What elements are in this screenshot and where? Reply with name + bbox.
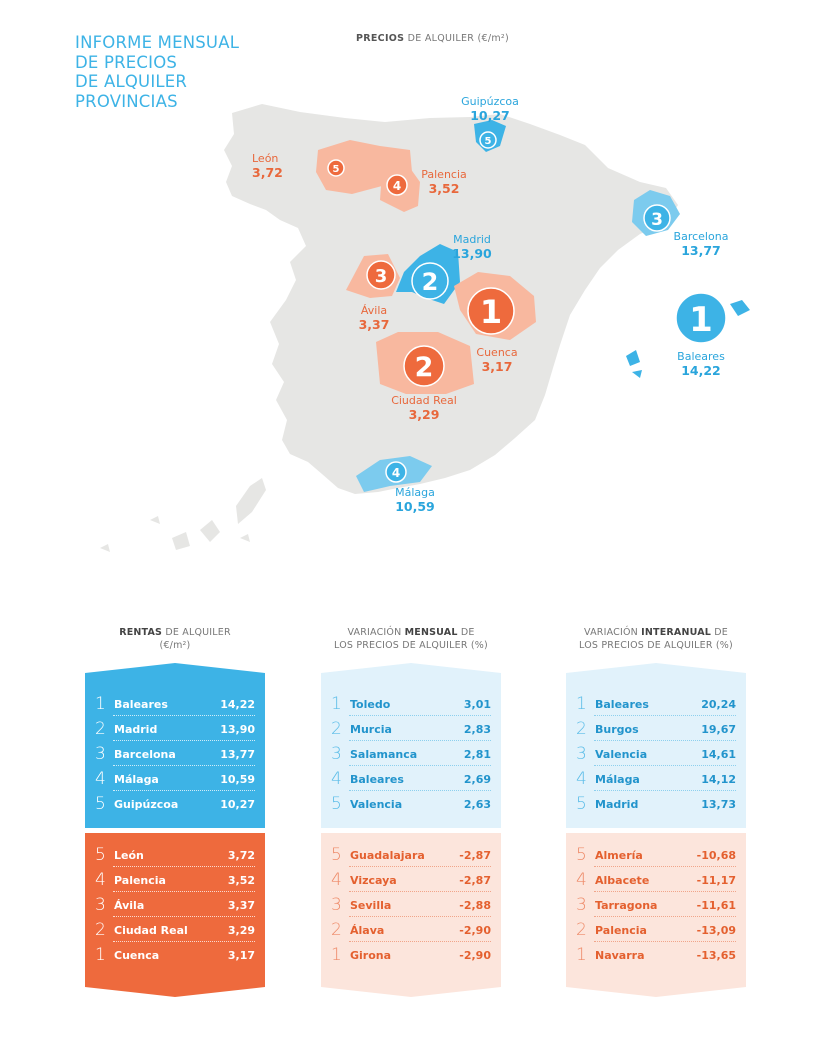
table-row [85, 918, 265, 943]
province-name: Guipúzcoa [114, 798, 179, 811]
value: -2,87 [459, 849, 491, 862]
value: 3,52 [227, 874, 255, 887]
rank: 1 [95, 945, 106, 965]
mensual-bottom-list [321, 843, 501, 968]
value: 13,77 [220, 748, 255, 761]
badge-text: 5 [484, 136, 492, 147]
table-row [566, 893, 746, 918]
heading-pre: VARIACIÓN [347, 627, 405, 638]
province-name: Baleares [350, 773, 404, 786]
label-value: 14,22 [681, 363, 721, 378]
province-name: Baleares [114, 698, 168, 711]
rank: 1 [576, 694, 587, 714]
province-name: Sevilla [350, 899, 392, 912]
value: 14,12 [701, 773, 736, 786]
province-name: Valencia [350, 798, 403, 811]
label-name: Ávila [360, 304, 388, 317]
label-value: 13,90 [452, 246, 492, 261]
rank: 4 [95, 870, 106, 890]
interanual-bottom-list [566, 843, 746, 968]
province-name: Madrid [595, 798, 639, 811]
province-name: Vizcaya [350, 874, 397, 887]
title-line: DE ALQUILER [75, 72, 188, 91]
badge-text: 3 [374, 266, 388, 287]
badge-text: 4 [392, 179, 402, 193]
rank: 2 [331, 920, 342, 940]
table-row [85, 843, 265, 868]
rank: 5 [331, 845, 342, 865]
badge-text: 1 [689, 300, 713, 340]
heading-line2: LOS PRECIOS DE ALQUILER (%) [579, 640, 733, 651]
province-name: Baleares [595, 698, 649, 711]
province-name: Madrid [114, 723, 158, 736]
rank: 1 [331, 694, 342, 714]
rank: 4 [95, 769, 106, 789]
rank: 4 [576, 769, 587, 789]
rank: 1 [95, 694, 106, 714]
table-row [85, 717, 265, 742]
badge-text: 3 [651, 210, 663, 230]
label-value: 10,59 [395, 499, 435, 514]
label-name: León [252, 152, 279, 165]
table-row [566, 943, 746, 968]
table-row [85, 943, 265, 968]
label-name: Ciudad Real [391, 394, 457, 407]
label-name: Madrid [453, 233, 491, 246]
rank: 2 [331, 719, 342, 739]
value: 3,29 [227, 924, 255, 937]
value: -2,87 [459, 874, 491, 887]
value: -11,17 [696, 874, 736, 887]
rank: 2 [576, 920, 587, 940]
value: 14,22 [220, 698, 255, 711]
value: 2,69 [463, 773, 491, 786]
province-name: Barcelona [114, 748, 176, 761]
table-row [85, 742, 265, 767]
mensual-top-list [321, 692, 501, 817]
rentas-bottom-list [85, 843, 265, 968]
province-name: Valencia [595, 748, 648, 761]
title-line: DE PRECIOS [75, 52, 178, 72]
value: 13,73 [701, 798, 736, 811]
province-name: Cuenca [114, 949, 160, 962]
value: -2,90 [459, 924, 491, 937]
value: 19,67 [701, 723, 736, 736]
table-row [566, 767, 746, 792]
rank: 2 [95, 920, 106, 940]
label-value: 3,17 [481, 359, 513, 374]
table-row [566, 918, 746, 943]
label-name: Guipúzcoa [461, 95, 519, 108]
province-name: Salamanca [350, 748, 418, 761]
table-row [85, 893, 265, 918]
value: -10,68 [696, 849, 736, 862]
table-row [566, 792, 746, 817]
table-row [85, 767, 265, 792]
value: 14,61 [701, 748, 736, 761]
rank: 1 [331, 945, 342, 965]
heading-bold: INTERANUAL [641, 627, 712, 638]
rank: 3 [576, 744, 587, 764]
value: 2,63 [463, 798, 491, 811]
table-row [321, 893, 501, 918]
rank: 2 [576, 719, 587, 739]
rank: 5 [95, 845, 106, 865]
rank: 2 [95, 719, 106, 739]
heading-line2: LOS PRECIOS DE ALQUILER (%) [334, 640, 488, 651]
title-line: INFORME MENSUAL [75, 33, 240, 52]
province-name: Málaga [114, 773, 159, 786]
value: 2,83 [463, 723, 491, 736]
table-row [85, 868, 265, 893]
heading-line2: (€/m²) [159, 640, 191, 651]
label-name: Baleares [677, 350, 725, 363]
province-name: Guadalajara [350, 849, 425, 862]
value: 10,27 [220, 798, 255, 811]
table-row [321, 792, 501, 817]
rank: 5 [576, 794, 587, 814]
rank: 5 [576, 845, 587, 865]
map-heading-rest: DE ALQUILER (€/m²) [404, 33, 510, 44]
table-row [566, 868, 746, 893]
province-name: Murcia [350, 723, 392, 736]
value: 3,01 [463, 698, 491, 711]
value: -2,90 [459, 949, 491, 962]
table-row [321, 742, 501, 767]
badge-text: 4 [391, 466, 401, 480]
title-line: PROVINCIAS [75, 91, 178, 111]
map-heading-bold: PRECIOS [356, 33, 405, 44]
province-name: Palencia [114, 874, 166, 887]
rank: 5 [95, 794, 106, 814]
label-name: Málaga [395, 486, 435, 499]
province-name: Málaga [595, 773, 640, 786]
heading-rest: DE ALQUILER [162, 627, 231, 638]
province-name: Palencia [595, 924, 647, 937]
rank: 4 [331, 870, 342, 890]
badge-text: 1 [479, 293, 503, 331]
province-name: León [114, 849, 144, 862]
rank: 3 [331, 895, 342, 915]
label-value: 10,27 [470, 108, 510, 123]
heading-post: DE [711, 627, 728, 638]
province-name: Ávila [114, 899, 145, 912]
table-row [321, 767, 501, 792]
province-name: Almería [595, 849, 643, 862]
table-row [321, 868, 501, 893]
badge-text: 2 [414, 352, 434, 383]
rank: 5 [331, 794, 342, 814]
table-row [321, 717, 501, 742]
heading-pre: VARIACIÓN [583, 627, 642, 638]
heading-bold: MENSUAL [404, 627, 458, 638]
heading-post: DE [457, 627, 475, 638]
badge-text: 2 [421, 268, 439, 296]
table-row [321, 943, 501, 968]
province-name: Navarra [595, 949, 645, 962]
rank: 3 [95, 744, 106, 764]
table-row [566, 717, 746, 742]
value: 3,17 [227, 949, 255, 962]
label-name: Palencia [421, 168, 467, 181]
badge-text: 5 [332, 164, 340, 175]
value: 10,59 [220, 773, 255, 786]
province-name: Toledo [350, 698, 391, 711]
interanual-top-list [566, 692, 746, 817]
table-row [321, 692, 501, 717]
value: -11,61 [696, 899, 736, 912]
table-row [566, 692, 746, 717]
value: 3,72 [227, 849, 255, 862]
value: -13,09 [696, 924, 736, 937]
heading-bold: RENTAS [119, 627, 163, 638]
province-name: Girona [350, 949, 392, 962]
province-name: Álava [350, 924, 385, 937]
rank: 4 [576, 870, 587, 890]
rank: 4 [331, 769, 342, 789]
table-row [321, 843, 501, 868]
value: 3,37 [227, 899, 255, 912]
label-name: Cuenca [476, 346, 518, 359]
rank: 3 [331, 744, 342, 764]
value: -2,88 [459, 899, 491, 912]
label-value: 13,77 [681, 243, 721, 258]
label-value: 3,52 [428, 181, 460, 196]
value: 2,81 [463, 748, 491, 761]
rentas-top-list [85, 692, 265, 817]
value: 20,24 [701, 698, 736, 711]
table-row [321, 918, 501, 943]
table-row [566, 742, 746, 767]
label-value: 3,29 [408, 407, 440, 422]
value: 13,90 [220, 723, 255, 736]
label-value: 3,37 [358, 317, 390, 332]
value: -13,65 [696, 949, 736, 962]
province-name: Burgos [595, 723, 639, 736]
rank: 3 [576, 895, 587, 915]
table-row [85, 692, 265, 717]
province-name: Albacete [595, 874, 650, 887]
table-row [566, 843, 746, 868]
label-name: Barcelona [673, 230, 729, 243]
province-name: Tarragona [595, 899, 658, 912]
province-name: Ciudad Real [114, 924, 188, 937]
label-value: 3,72 [252, 165, 283, 180]
table-row [85, 792, 265, 817]
rank: 3 [95, 895, 106, 915]
rank: 1 [576, 945, 587, 965]
